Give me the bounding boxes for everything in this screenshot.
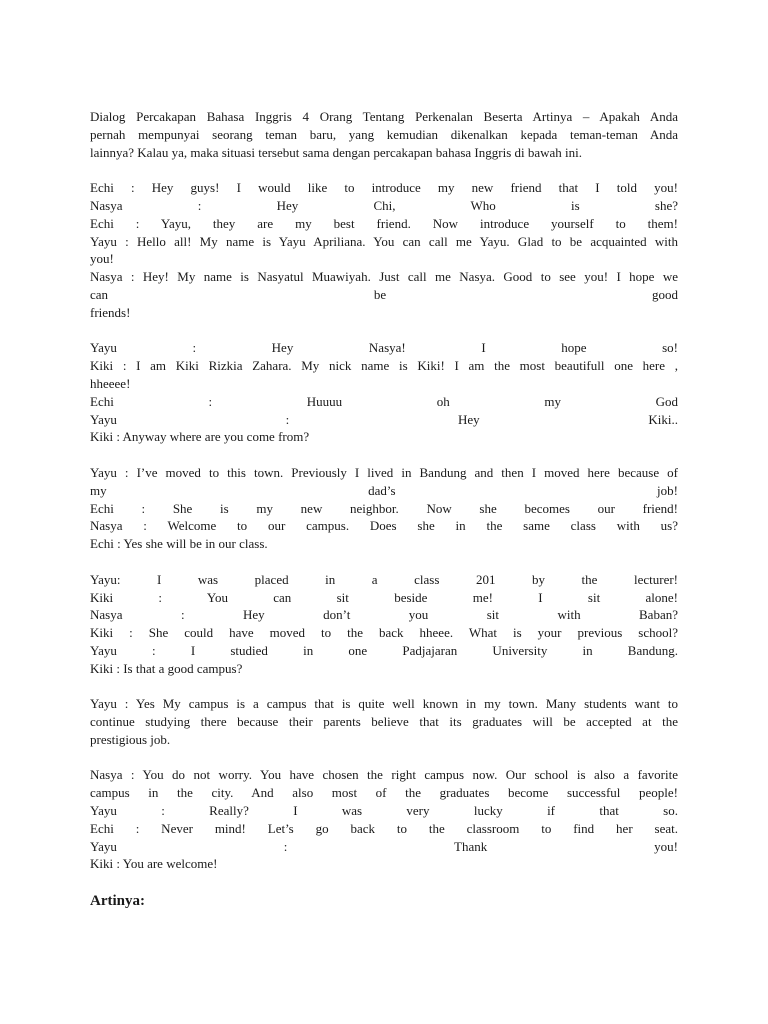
text-line: Yayu : Really? I was very lucky if that so. <box>90 803 678 819</box>
text-line: friends! <box>90 304 131 320</box>
text-line: Nasya : Hey! My name is Nasyatul Muawiyah. Just call me Nasya. Good to see you! I hope we <box>90 269 678 285</box>
text-line: Dialog Percakapan Bahasa Inggris 4 Orang Tentang Perkenalan Beserta Artinya – Apakah Anda <box>90 109 678 124</box>
text-line: Yayu: I was placed in a class 201 by the lecturer! <box>90 571 678 587</box>
dialog-paragraph <box>90 571 678 678</box>
text-line: Yayu : I studied in one Padjajaran University in Bandung. <box>90 642 678 658</box>
dialog-paragraph <box>90 766 678 873</box>
text-line: prestigious job. <box>90 731 171 747</box>
section-heading: Artinya: <box>90 893 145 910</box>
text-line: Echi : Huuuu oh my God <box>90 393 678 409</box>
text-line: Yayu : Thank you! <box>90 838 678 854</box>
text-line: Kiki : Anyway where are you come from? <box>90 429 310 445</box>
text-line: Yayu : Yes My campus is a campus that is quite well known in my town. Many students want to <box>90 696 678 712</box>
intro-paragraph <box>90 108 678 161</box>
document-body <box>90 108 678 873</box>
dialog-paragraph <box>90 339 678 446</box>
dialog-paragraph <box>90 464 678 553</box>
document-page <box>90 108 678 911</box>
text-line: pernah mempunyai seorang teman baru, yang kemudian dikenalkan kepada teman-teman Anda <box>90 126 678 142</box>
text-line: hheeee! <box>90 375 131 391</box>
text-line: Kiki : I am Kiki Rizkia Zahara. My nick name is Kiki! I am the most beautifull one here , <box>90 358 678 374</box>
text-line: you! <box>90 251 114 267</box>
text-line: my dad’s job! <box>90 482 678 498</box>
text-line: Nasya : Hey don’t you sit with Baban? <box>90 607 678 623</box>
text-line: Kiki : Is that a good campus? <box>90 660 243 676</box>
text-line: Nasya : Hey Chi, Who is she? <box>90 197 678 213</box>
text-line: lainnya? Kalau ya, maka situasi tersebut sama dengan percakapan bahasa Inggris di bawah ini. <box>90 144 583 160</box>
text-line: Yayu : Hey Nasya! I hope so! <box>90 340 678 356</box>
text-line: can be good <box>90 286 678 302</box>
text-line: Echi : Yayu, they are my best friend. Now introduce yourself to them! <box>90 215 678 231</box>
text-line: Echi : She is my new neighbor. Now she becomes our friend! <box>90 500 678 516</box>
text-line: Nasya : Welcome to our campus. Does she in the same class with us? <box>90 518 678 534</box>
text-line: Echi : Yes she will be in our class. <box>90 536 268 552</box>
text-line: Kiki : She could have moved to the back hheee. What is your previous school? <box>90 625 678 641</box>
text-line: Echi : Never mind! Let’s go back to the classroom to find her seat. <box>90 820 678 836</box>
text-line: Yayu : Hello all! My name is Yayu Apriliana. You can call me Yayu. Glad to be acquainted with <box>90 233 678 249</box>
text-line: Kiki : You are welcome! <box>90 856 218 872</box>
text-line: Nasya : You do not worry. You have chosen the right campus now. Our school is also a favorite <box>90 767 678 783</box>
text-line: Kiki : You can sit beside me! I sit alone! <box>90 589 678 605</box>
text-line: Echi : Hey guys! I would like to introduce my new friend that I told you! <box>90 180 678 196</box>
text-line: campus in the city. And also most of the graduates become successful people! <box>90 785 678 801</box>
text-line: Yayu : I’ve moved to this town. Previously I lived in Bandung and then I moved here because of <box>90 464 678 480</box>
dialog-paragraph <box>90 179 678 321</box>
text-line: Yayu : Hey Kiki.. <box>90 411 678 427</box>
dialog-paragraph <box>90 695 678 748</box>
text-line: continue studying there because their parents believe that its graduates will be accepted at the <box>90 714 678 730</box>
